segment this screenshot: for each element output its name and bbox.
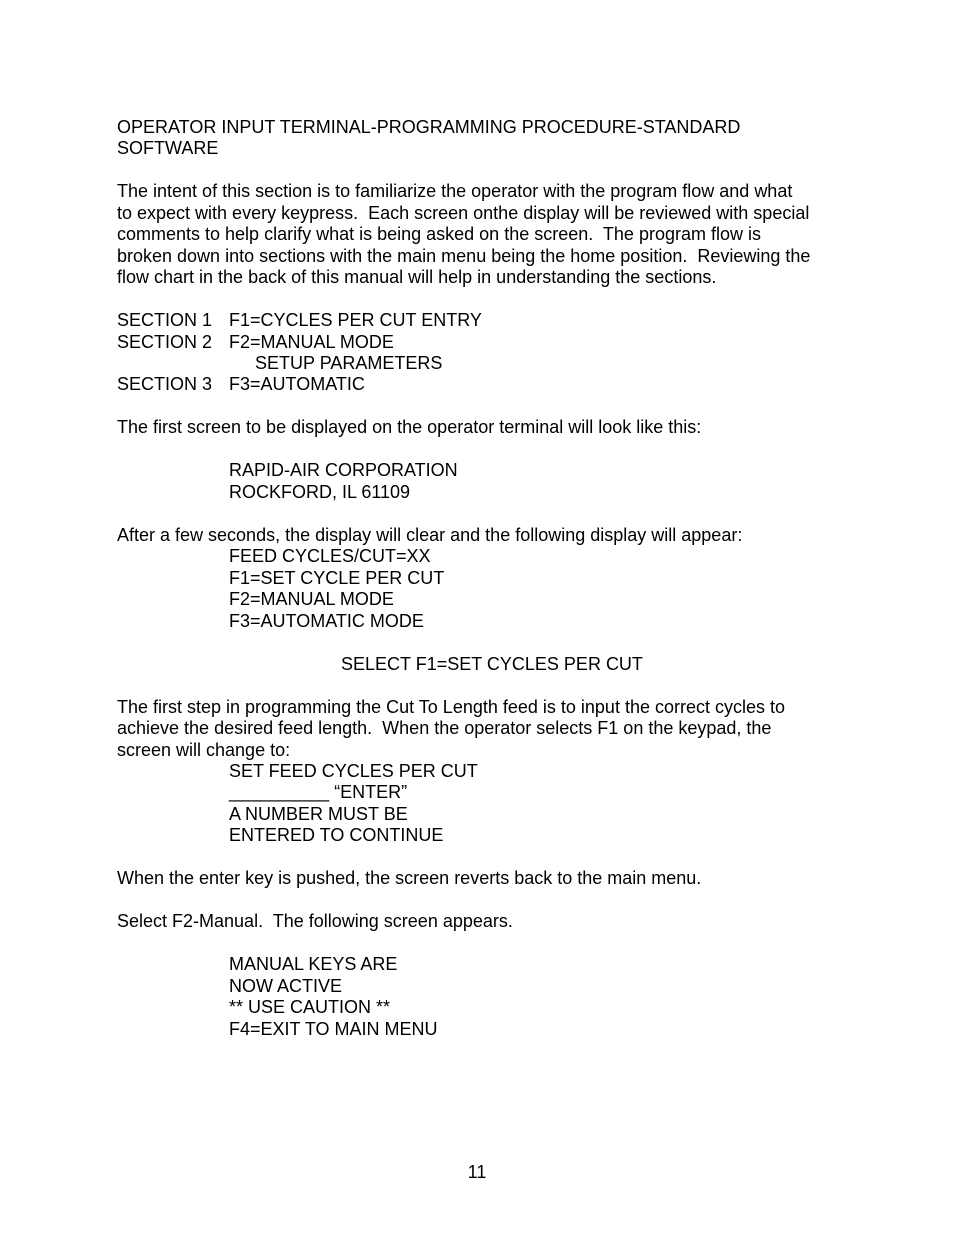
first-screen-line: RAPID-AIR CORPORATION [229,460,458,480]
main-menu-line: F2=MANUAL MODE [229,589,394,609]
intro-paragraph-line: The intent of this section is to familiarize the operator with the program flow and what [117,181,793,201]
step-paragraph-line: The first step in programming the Cut To Length feed is to input the correct cycles to [117,697,786,717]
section-value: F1=CYCLES PER CUT ENTRY [229,310,482,330]
enter-key-text: When the enter key is pushed, the screen reverts back to the main menu. [117,868,702,888]
manual-screen-line: MANUAL KEYS ARE [229,954,398,974]
set-screen-line: __________ “ENTER” [229,782,408,802]
step-paragraph-line: achieve the desired feed length. When the operator selects F1 on the keypad, the [117,718,772,738]
main-menu-line: F1=SET CYCLE PER CUT [229,568,445,588]
section-label: SECTION 1 [117,310,213,330]
intro-paragraph-line: flow chart in the back of this manual will help in understanding the sections. [117,267,717,287]
section-heading-line-2: SOFTWARE [117,138,219,158]
manual-screen-line: F4=EXIT TO MAIN MENU [229,1019,438,1039]
select-f1-instruction: SELECT F1=SET CYCLES PER CUT [341,654,643,674]
set-screen-line: A NUMBER MUST BE [229,804,408,824]
set-screen-line: ENTERED TO CONTINUE [229,825,444,845]
set-screen-line: SET FEED CYCLES PER CUT [229,761,478,781]
page-number: 11 [467,1162,487,1182]
section-label: SECTION 3 [117,374,213,394]
main-menu-line: FEED CYCLES/CUT=XX [229,546,431,566]
main-menu-line: F3=AUTOMATIC MODE [229,611,424,631]
intro-paragraph-line: broken down into sections with the main menu being the home position. Reviewing the [117,246,811,266]
section-label: SECTION 2 [117,332,213,352]
intro-paragraph-line: comments to help clarify what is being asked on the screen. The program flow is [117,224,761,244]
step-paragraph-line: screen will change to: [117,740,291,760]
manual-screen-line: NOW ACTIVE [229,976,343,996]
section-value: F2=MANUAL MODE [229,332,394,352]
section-value: SETUP PARAMETERS [255,353,443,373]
manual-screen-line: ** USE CAUTION ** [229,997,391,1017]
section-heading-line-1: OPERATOR INPUT TERMINAL-PROGRAMMING PROCEDURE-STANDARD [117,117,741,137]
first-screen-line: ROCKFORD, IL 61109 [229,482,411,502]
intro-paragraph-line: to expect with every keypress. Each screen onthe display will be reviewed with special [117,203,810,223]
select-f2-text: Select F2-Manual. The following screen appears. [117,911,513,931]
after-intro: After a few seconds, the display will clear and the following display will appear: [117,525,743,545]
section-value: F3=AUTOMATIC [229,374,365,394]
first-screen-intro: The first screen to be displayed on the operator terminal will look like this: [117,417,702,437]
